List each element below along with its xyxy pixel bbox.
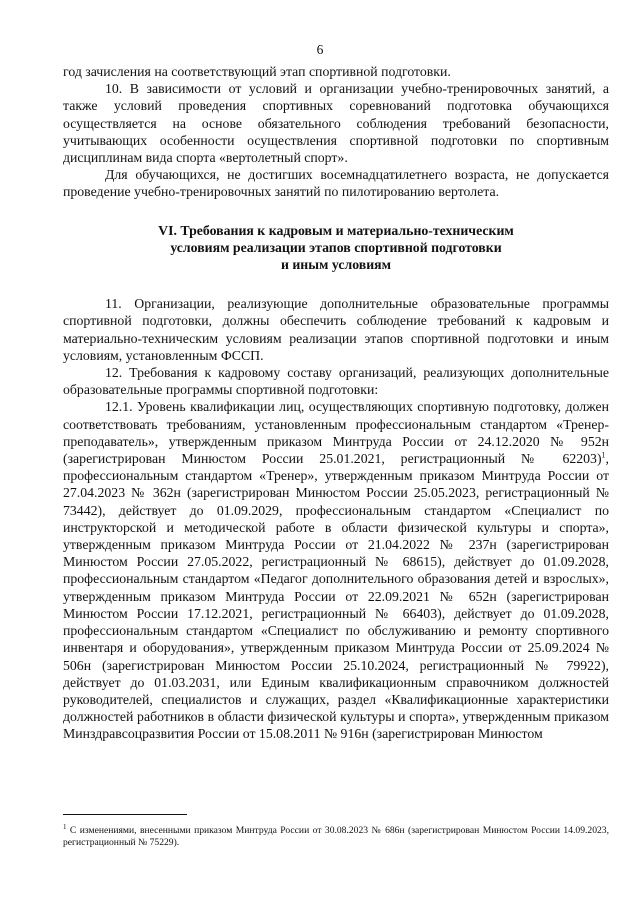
document-body [63, 63, 609, 743]
paragraph-12-1-text-cont: , профессиональным стандартом «Тренер», утвержденным приказом Минтруда России от 27.04.2023 № 362н (зарегистрирован Минюстом России 25.05.2023, регистрационный № 73442), действует до 01.09.2029, профессиональным стандартом «Специалист по инструкторской и методической работе в области физической культуры и спорта», утвержденным приказом Минтруда России от 21.04.2022 № 237н (зарегистрирован Минюстом России 27.05.2022, регистрационный № 68615), действует до 01.09.2028, профессиональным стандартом «Педагог дополнительного образования детей и взрослых», утвержденным приказом Минтруда России от 22.09.2021 № 652н (зарегистрирован Минюстом России 17.12.2021, регистрационный № 66403), действует до 01.09.2028, профессиональным стандартом «Специалист по обслуживанию и ремонту спортивного инвентаря и оборудования», утвержденным приказом Минтруда России от 25.09.2024 № 506н (зарегистрирован Минюстом России 25.10.2024, регистрационный № 79922), действует до 01.03.2031, или Единым квалификационным справочником должностей руководителей, специалистов и служащих, раздел «Квалификационные характеристики должностей работников в области физической культуры и спорта», утвержденным приказом Минздравсоцразвития России от 15.08.2011 № 916н (зарегистрирован Минюстом [63, 451, 609, 742]
paragraph-12-1 [63, 398, 609, 742]
paragraph-continuation: год зачисления на соответствующий этап спортивной подготовки. [63, 64, 451, 79]
paragraph-11: 11. Организации, реализующие дополнительные образовательные программы спортивной подготовки, должны обеспечить соблюдение требований к кадровым и материально-техническим условиям реализации этапов спортивной подготовки и иным условиям, установленным ФССП. [63, 296, 609, 363]
footnote-reference[interactable]: 1 [601, 450, 606, 460]
section-heading-line: VI. Требования к кадровым и материально-техническим [158, 222, 514, 238]
paragraph-10: 10. В зависимости от условий и организации учебно-тренировочных занятий, а также условий проведения спортивных соревнований подготовка обучающихся осуществляется на основе обязательного соблюдения требований безопасности, учитывающих особенности осуществления спортивной подготовки по спортивным дисциплинам вида спорта «вертолетный спорт». [63, 81, 609, 166]
section-heading-line: и иным условиям [280, 257, 392, 273]
page-number: 6 [316, 42, 324, 57]
section-heading-line: условиям реализации этапов спортивной подготовки [170, 239, 502, 255]
footnote [63, 821, 609, 849]
paragraph-12: 12. Требования к кадровому составу организаций, реализующих дополнительные образовательные программы спортивной подготовки: [63, 365, 609, 398]
paragraph-12-1-text: 12.1. Уровень квалификации лиц, осуществляющих спортивную подготовку, должен соответствовать требованиям, установленным профессиональным стандартом «Тренер-преподаватель», утвержденным приказом Минтруда России от 24.12.2020 № 952н (зарегистрирован Минюстом России 25.01.2021, регистрационный № 62203) [63, 399, 609, 467]
paragraph-minors: Для обучающихся, не достигших восемнадцатилетнего возраста, не допускается проведение учебно-тренировочных занятий по пилотированию вертолета. [63, 167, 609, 200]
section-heading [63, 222, 609, 274]
footnote-text: С изменениями, внесенными приказом Минтруда России от 30.08.2023 № 686н (зарегистрирован Минюстом России 14.09.2023, регистрационный № 75229). [63, 825, 609, 849]
footnote-number: 1 [63, 823, 67, 831]
footnote-divider [63, 814, 187, 815]
